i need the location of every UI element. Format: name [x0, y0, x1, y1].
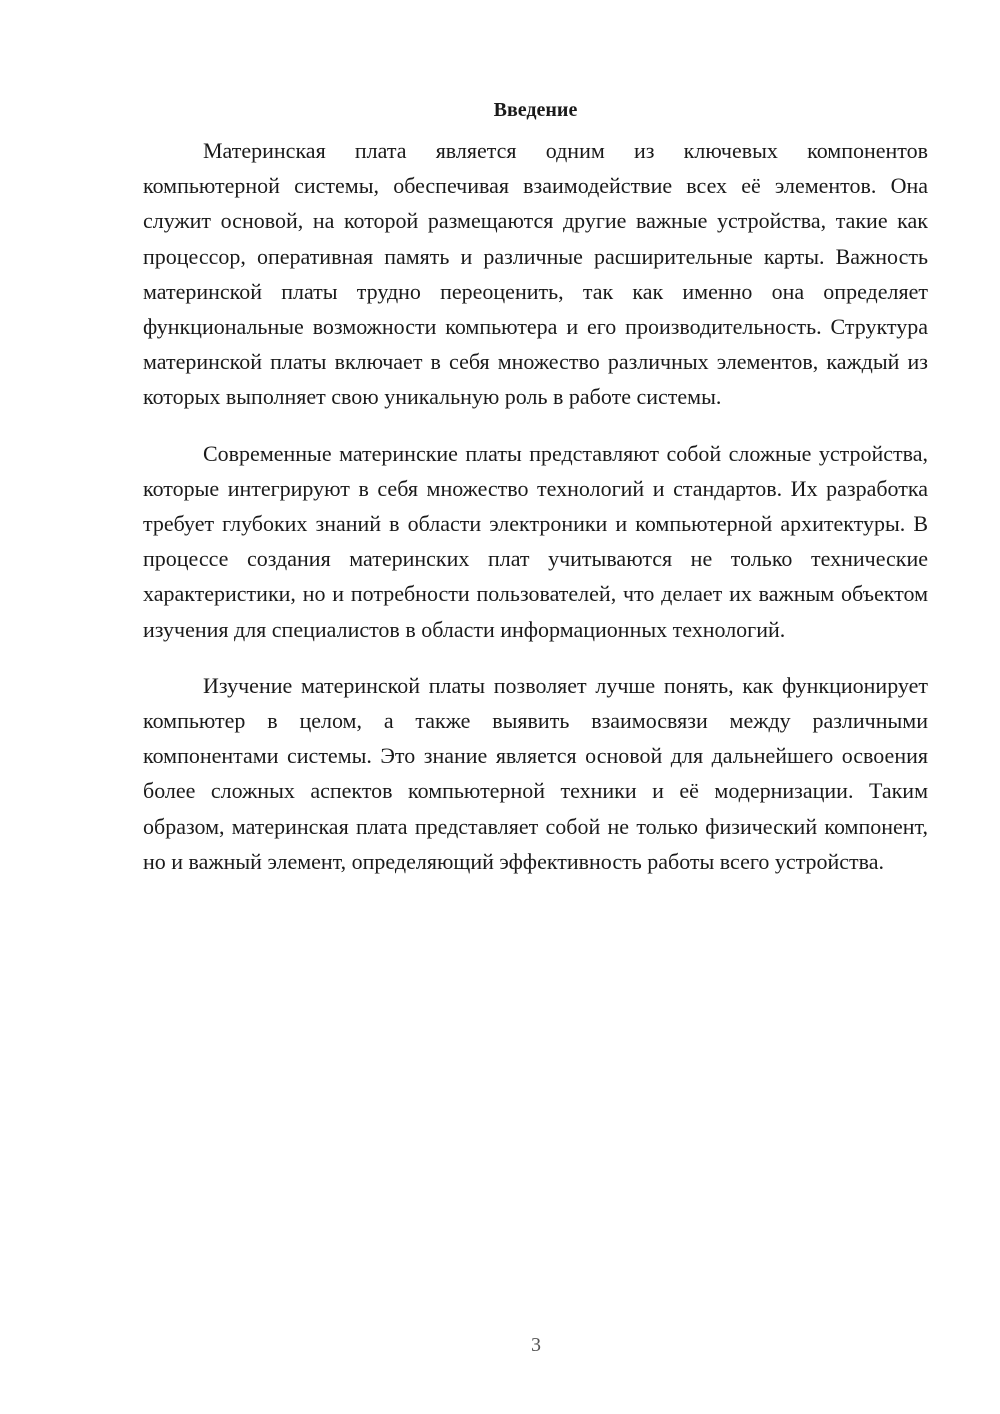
- page-content: [143, 95, 928, 900]
- paragraph-1: Материнская плата является одним из ключевых компонентов компьютерной системы, обеспечивая взаимодействие всех её элементов. Она служит основой, на которой размещаются другие важные устройства, такие как процессор, оперативная память и различные расширительные карты. Важность материнской платы трудно переоценить, так как именно она определяет функциональные возможности компьютера и его производительность. Структура материнской платы включает в себя множество различных элементов, каждый из которых выполняет свою уникальную роль в работе системы.: [143, 138, 928, 410]
- section-heading: Введение: [493, 99, 578, 121]
- paragraph-2: Современные материнские платы представляют собой сложные устройства, которые интегрируют в себя множество технологий и стандартов. Их разработка требует глубоких знаний в области электроники и компьютерной архитектуры. В процессе создания материнских плат учитываются не только технические характеристики, но и потребности пользователей, что делает их важным объектом изучения для специалистов в области информационных технологий.: [143, 440, 928, 642]
- paragraph-3: Изучение материнской платы позволяет лучше понять, как функционирует компьютер в целом, а также выявить взаимосвязи между различными компонентами системы. Это знание является основой для дальнейшего освоения более сложных аспектов компьютерной техники и её модернизации. Таким образом, материнская плата представляет собой не только физический компонент, но и важный элемент, определяющий эффективность работы всего устройства.: [143, 672, 928, 874]
- page-number: 3: [531, 1334, 541, 1356]
